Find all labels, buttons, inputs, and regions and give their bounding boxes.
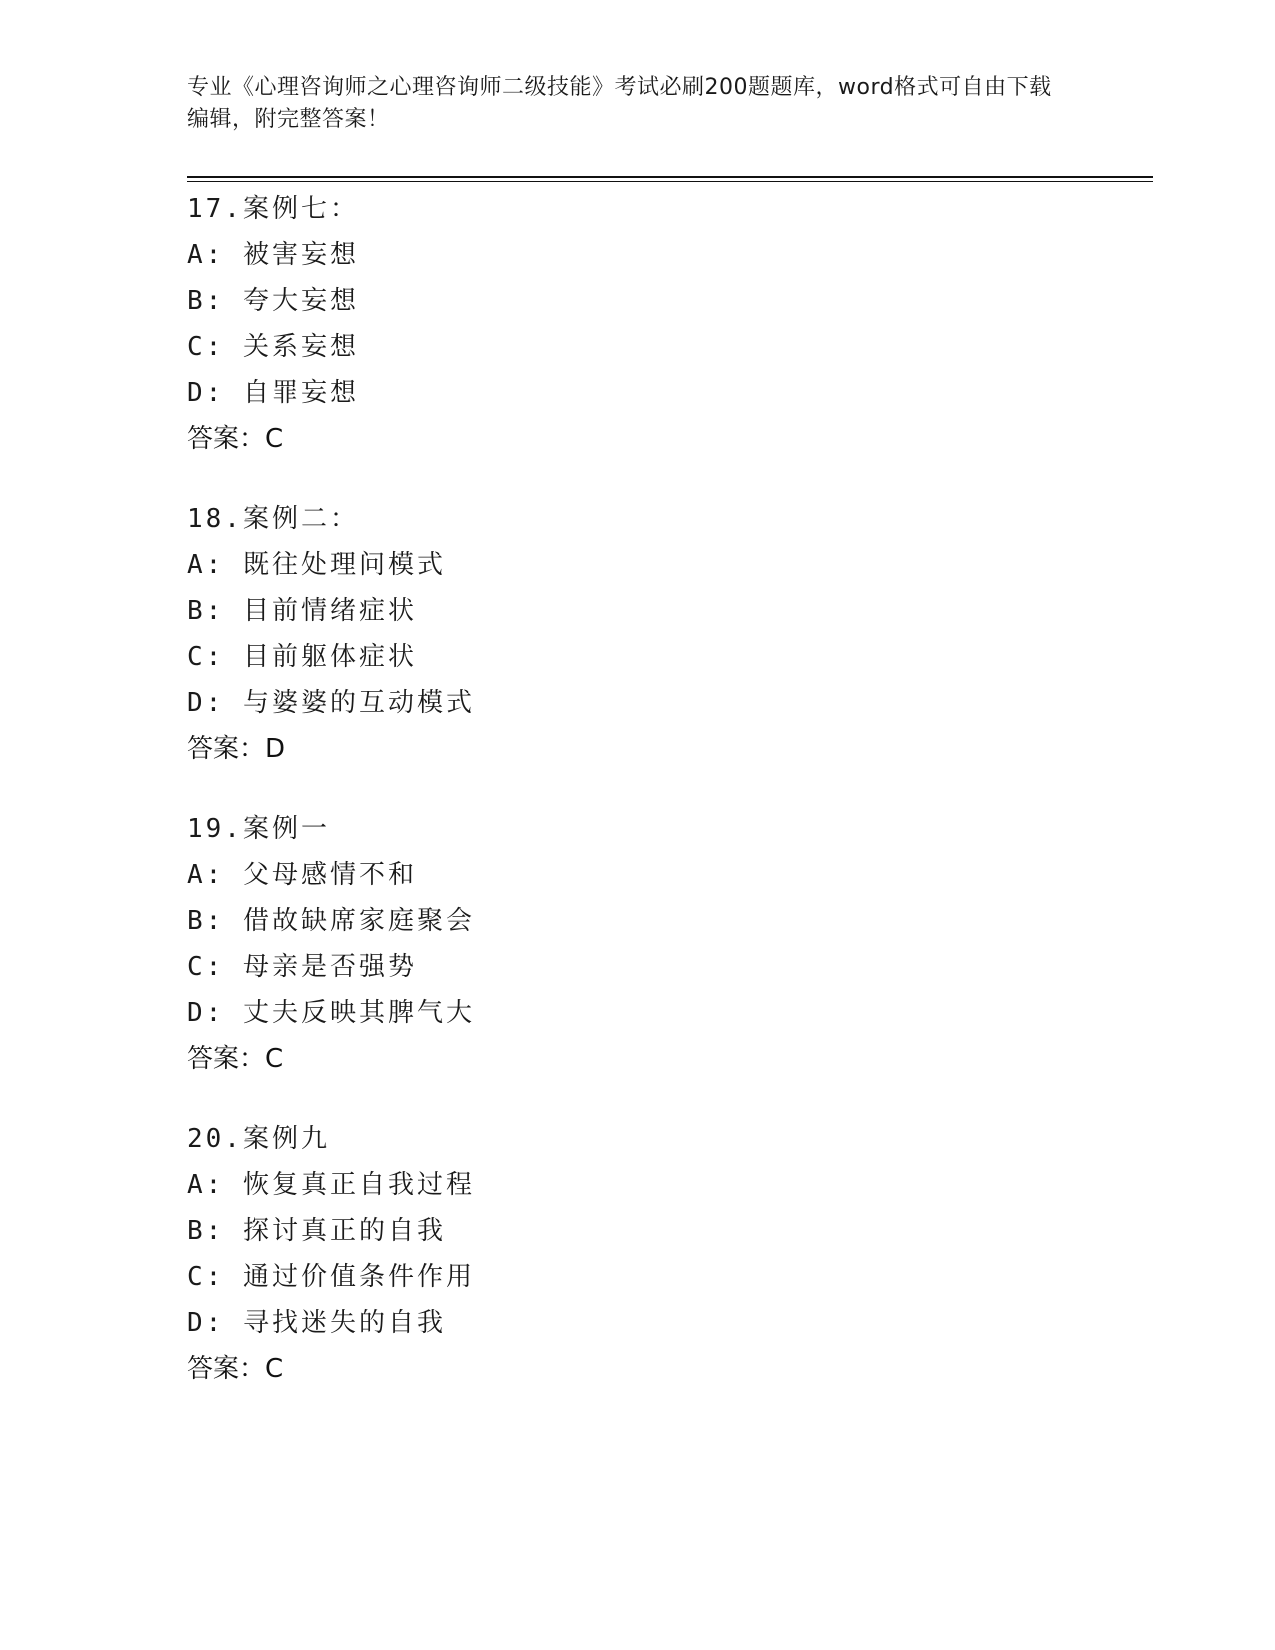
answer-label: 答案：C: [187, 1354, 284, 1384]
answer-label: 答案：C: [187, 1044, 284, 1074]
option-b: B: 夸大妄想: [187, 286, 359, 316]
answer-label: 答案：D: [187, 734, 286, 764]
question-stem: 19.案例一: [187, 814, 330, 844]
question-20: [187, 1116, 1087, 1392]
question-18: [187, 496, 1087, 772]
answer-label: 答案：C: [187, 424, 284, 454]
option-a: A: 被害妄想: [187, 240, 359, 270]
option-d: D: 寻找迷失的自我: [187, 1308, 446, 1338]
option-d: D: 自罪妄想: [187, 378, 359, 408]
option-b: B: 目前情绪症状: [187, 596, 417, 626]
option-a: A: 恢复真正自我过程: [187, 1170, 475, 1200]
option-c: C: 通过价值条件作用: [187, 1262, 475, 1292]
option-c: C: 母亲是否强势: [187, 952, 417, 982]
option-b: B: 探讨真正的自我: [187, 1216, 446, 1246]
question-stem: 20.案例九: [187, 1124, 330, 1154]
header-divider-thin: [187, 181, 1153, 182]
option-d: D: 丈夫反映其脾气大: [187, 998, 475, 1028]
header-divider: [187, 176, 1153, 178]
question-17: [187, 186, 1087, 462]
question-stem: 18.案例二：: [187, 504, 359, 534]
option-a: A: 既往处理问模式: [187, 550, 446, 580]
option-c: C: 关系妄想: [187, 332, 359, 362]
question-stem: 17.案例七：: [187, 194, 359, 224]
question-19: [187, 806, 1087, 1082]
option-b: B: 借故缺席家庭聚会: [187, 906, 475, 936]
option-c: C: 目前躯体症状: [187, 642, 417, 672]
option-d: D: 与婆婆的互动模式: [187, 688, 475, 718]
option-a: A: 父母感情不和: [187, 860, 417, 890]
document-header: 专业《心理咨询师之心理咨询师二级技能》考试必刷200题题库，word格式可自由下载编辑，附完整答案！: [187, 75, 1052, 132]
